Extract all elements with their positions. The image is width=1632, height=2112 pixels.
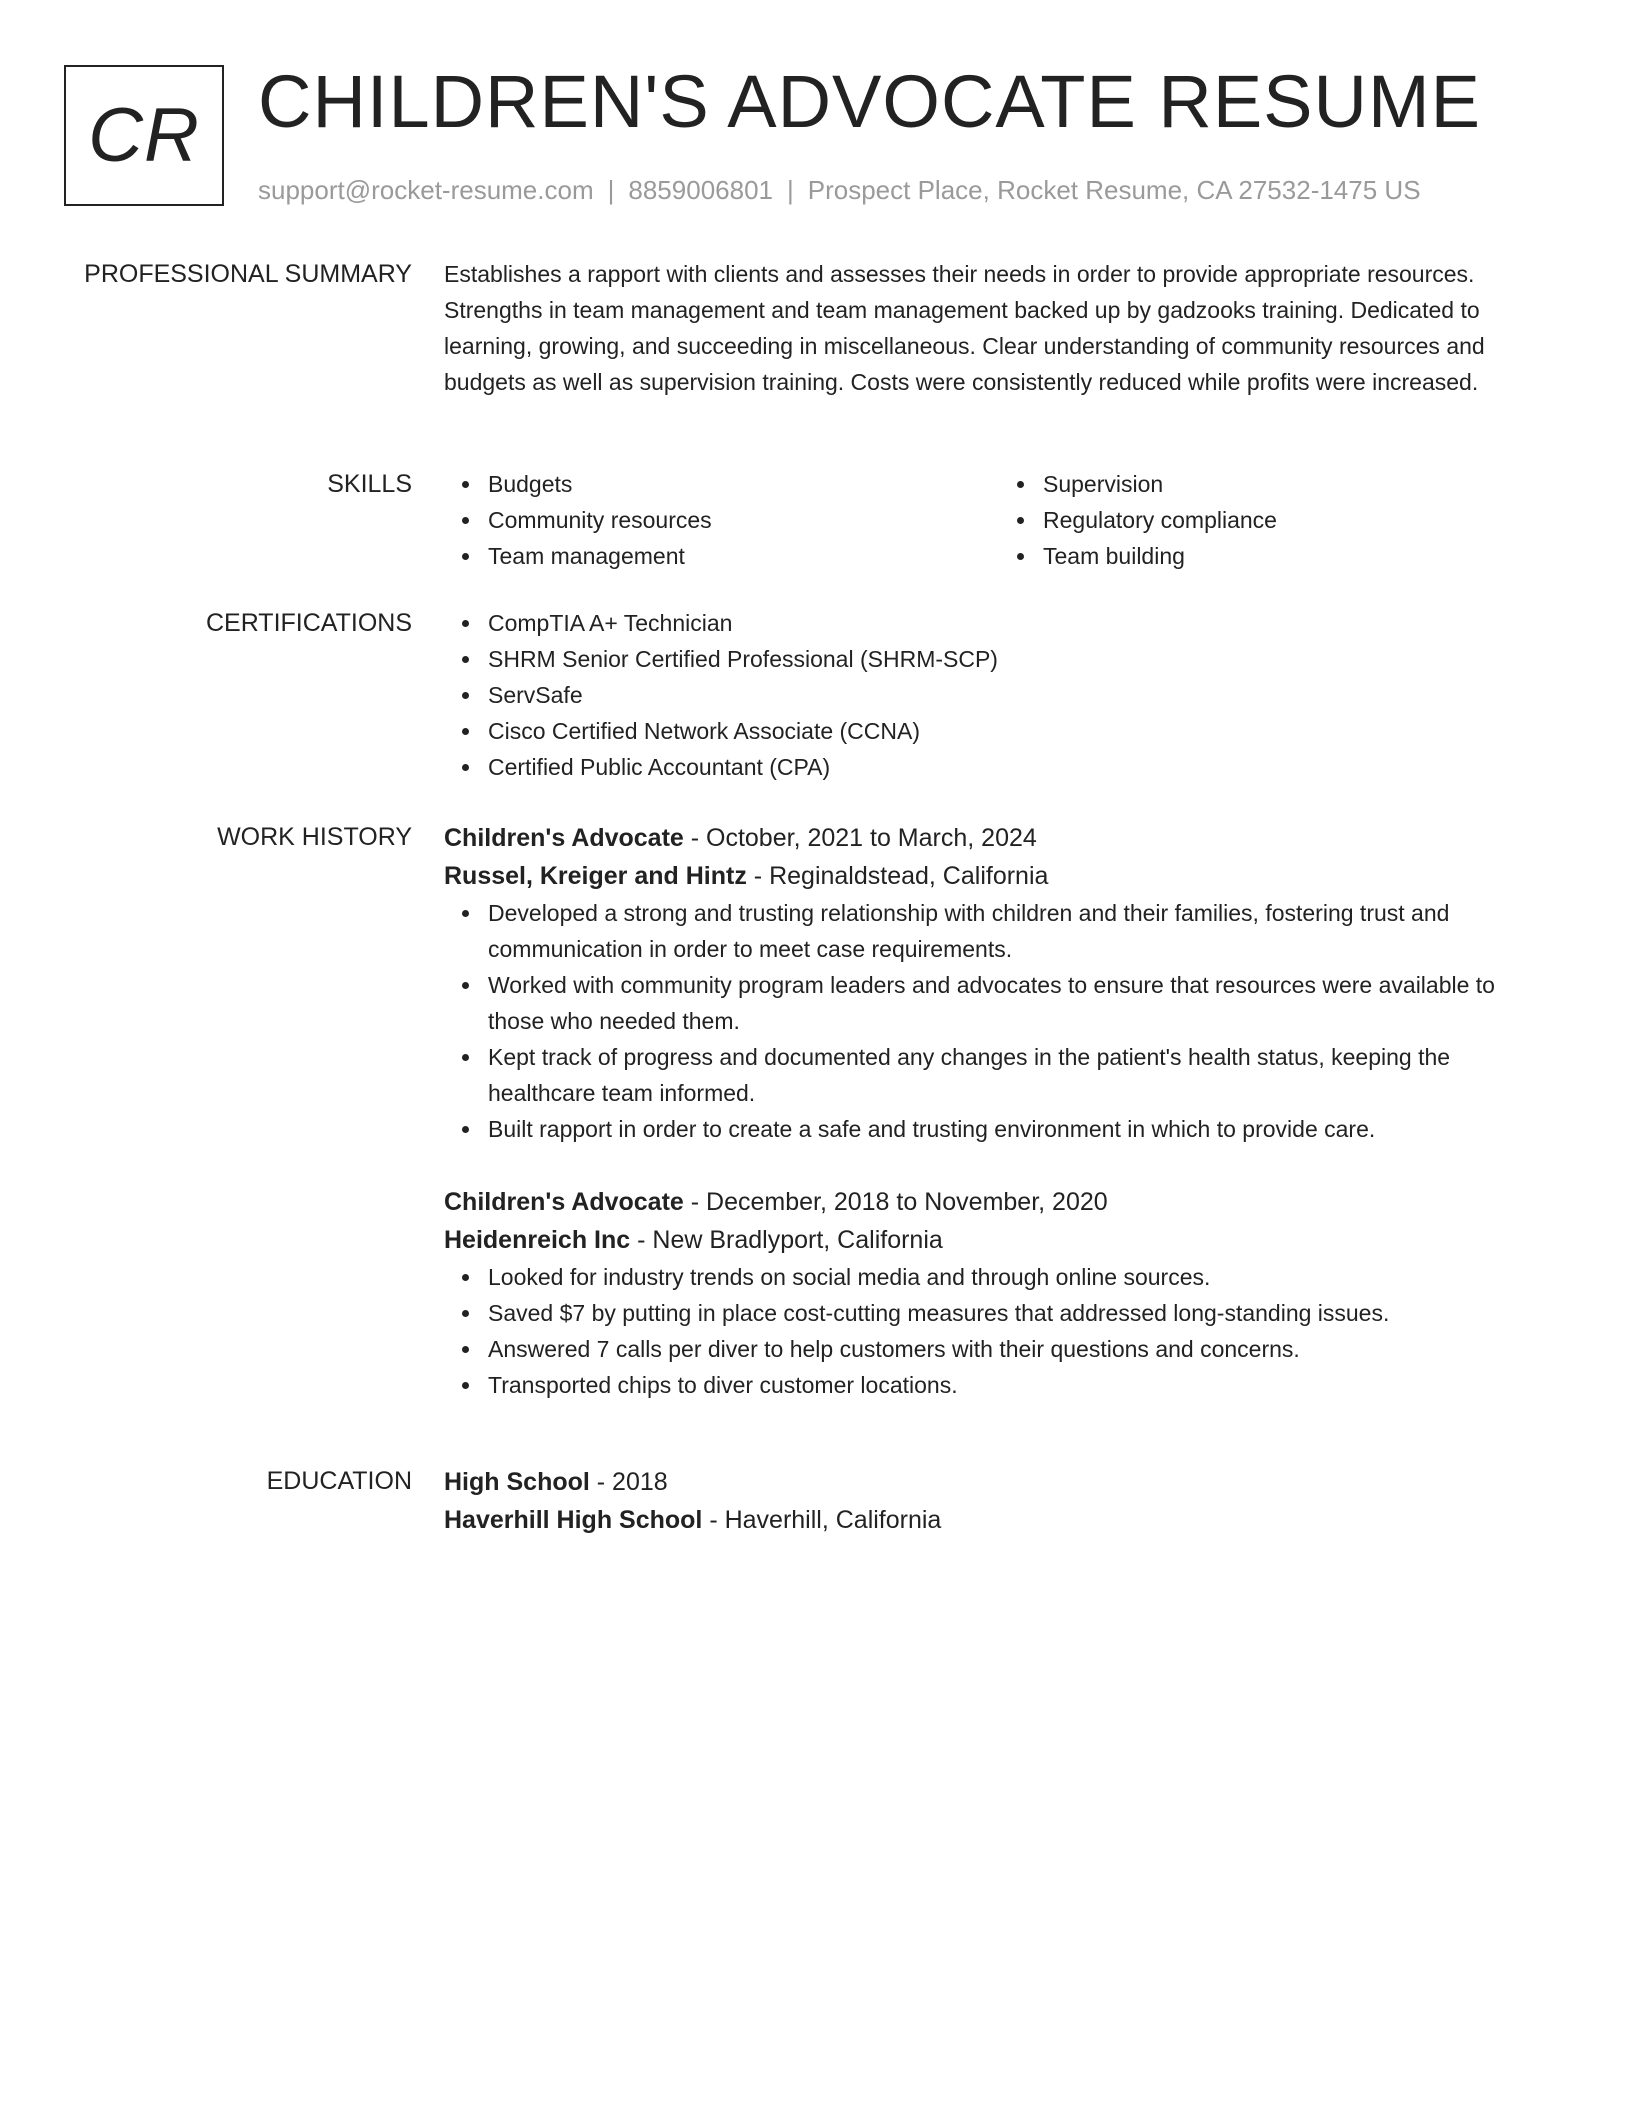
skills-column-1 [444, 466, 999, 574]
section-label-certifications: CERTIFICATIONS [205, 609, 412, 637]
skill-item: Regulatory compliance [1043, 502, 1554, 538]
certification-item: Certified Public Accountant (CPA) [488, 749, 1554, 785]
job-title: Children's Advocate [444, 824, 684, 852]
summary-text: Establishes a rapport with clients and assesses their needs in order to provide appropriate resources. Strengths in team management and team management backed up by gadzooks training. Dedicated to learning, growing, and succeeding in miscellaneous. Clear understanding of community resources and budgets as well as supervision training. Costs were consistently reduced while profits were increased. [444, 261, 1485, 395]
monogram-box [64, 65, 224, 206]
skills-body [444, 466, 1554, 574]
job-title-line [444, 1183, 1554, 1221]
education-degree: High School [444, 1468, 590, 1496]
education-school-line [444, 1501, 1554, 1539]
job-company-line [444, 1221, 1554, 1259]
education-school: Haverhill High School [444, 1506, 703, 1534]
job-company: Russel, Kreiger and Hintz [444, 862, 747, 890]
section-label-work-history: WORK HISTORY [217, 823, 412, 851]
skill-item: Supervision [1043, 466, 1554, 502]
job-entry [444, 819, 1554, 1147]
certification-item: CompTIA A+ Technician [488, 605, 1554, 641]
contact-email: support@rocket-resume.com [258, 175, 594, 205]
job-dates: - December, 2018 to November, 2020 [683, 1188, 1108, 1216]
job-duty-item: Kept track of progress and documented any changes in the patient's health status, keeping the healthcare team informed. [488, 1039, 1554, 1111]
education-body [444, 1463, 1554, 1539]
job-duties-list [444, 1259, 1554, 1403]
summary-body [444, 256, 1554, 400]
certification-item: Cisco Certified Network Associate (CCNA) [488, 713, 1554, 749]
certification-item: SHRM Senior Certified Professional (SHRM-SCP) [488, 641, 1554, 677]
section-label-education: EDUCATION [266, 1467, 412, 1495]
contact-separator: | [607, 175, 615, 205]
job-company-line [444, 857, 1554, 895]
contact-line [258, 172, 1421, 208]
contact-address: Prospect Place, Rocket Resume, CA 27532-1475 US [807, 175, 1421, 205]
resume-title: CHILDREN'S ADVOCATE RESUME [258, 60, 1481, 143]
job-title-line [444, 819, 1554, 857]
section-label-skills: SKILLS [327, 470, 412, 498]
job-entry [444, 1183, 1554, 1403]
skill-item: Budgets [488, 466, 999, 502]
job-location: - New Bradlyport, California [630, 1226, 943, 1254]
job-dates: - October, 2021 to March, 2024 [683, 824, 1037, 852]
certifications-body [444, 605, 1554, 785]
job-location: - Reginaldstead, California [746, 862, 1049, 890]
job-duty-item: Saved $7 by putting in place cost-cutting measures that addressed long-standing issues. [488, 1295, 1554, 1331]
education-location: - Haverhill, California [702, 1506, 942, 1534]
contact-phone: 8859006801 [628, 175, 773, 205]
job-duty-item: Developed a strong and trusting relationship with children and their families, fostering trust and communication in order to meet case requirements. [488, 895, 1554, 967]
skill-item: Community resources [488, 502, 999, 538]
job-title: Children's Advocate [444, 1188, 684, 1216]
job-duty-item: Worked with community program leaders and advocates to ensure that resources were available to those who needed them. [488, 967, 1554, 1039]
monogram-initials: CR [88, 93, 200, 178]
education-degree-line [444, 1463, 1554, 1501]
contact-separator: | [787, 175, 794, 205]
skill-item: Team building [1043, 538, 1554, 574]
certification-item: ServSafe [488, 677, 1554, 713]
section-label-summary: PROFESSIONAL SUMMARY [84, 260, 412, 288]
job-duty-item: Looked for industry trends on social media and through online sources. [488, 1259, 1554, 1295]
education-year: - 2018 [589, 1468, 668, 1496]
skill-item: Team management [488, 538, 999, 574]
job-duties-list [444, 895, 1554, 1147]
work-history-body [444, 819, 1554, 1403]
job-duty-item: Answered 7 calls per diver to help customers with their questions and concerns. [488, 1331, 1554, 1367]
skills-column-2 [999, 466, 1554, 574]
job-duty-item: Built rapport in order to create a safe and trusting environment in which to provide care. [488, 1111, 1554, 1147]
job-company: Heidenreich Inc [444, 1226, 631, 1254]
job-duty-item: Transported chips to diver customer locations. [488, 1367, 1554, 1403]
certifications-list [444, 605, 1554, 785]
